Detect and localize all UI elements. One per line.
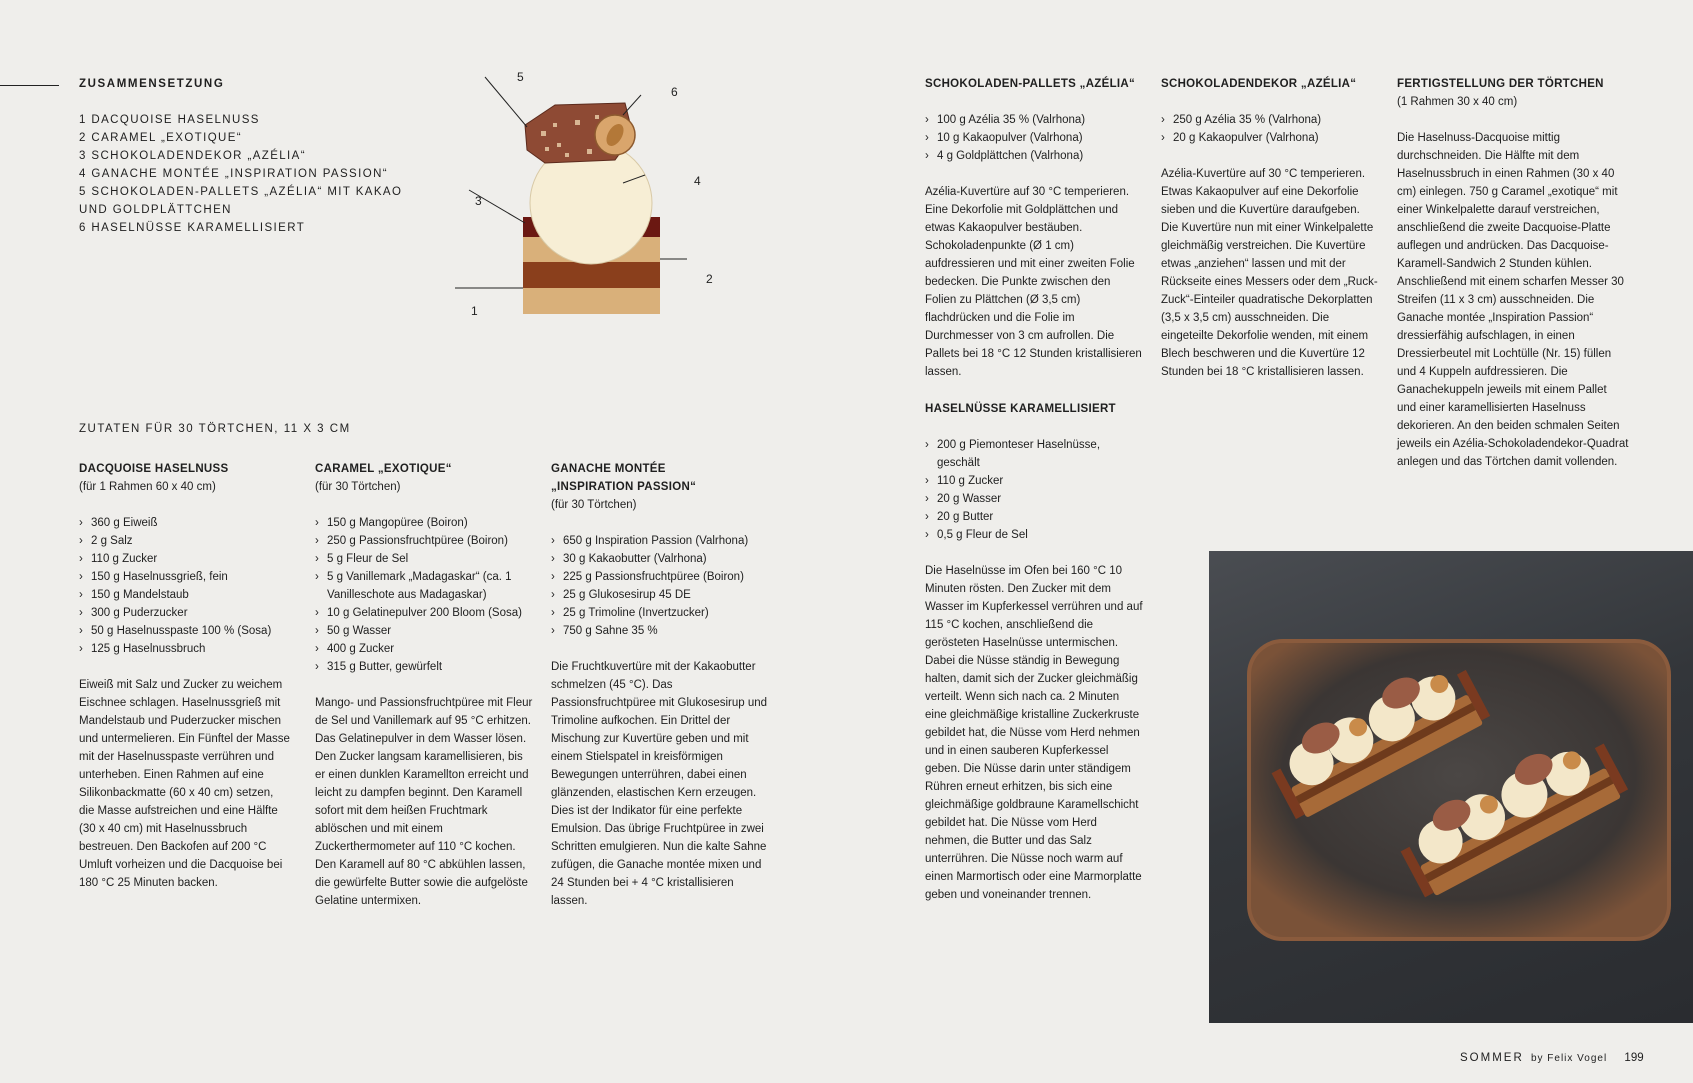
- dessert-photo: [1209, 551, 1693, 1023]
- ganache-title: GANACHE MONTÉE „INSPIRATION PASSION“: [551, 463, 697, 493]
- dacquoise-section: [79, 460, 291, 892]
- composition-block: [79, 75, 419, 237]
- caramel-title: CARAMEL „EXOTIQUE“: [315, 463, 452, 475]
- ingredient-item: › 30 g Kakaobutter (Valrhona): [551, 550, 773, 568]
- ingredient-item: › 50 g Wasser: [315, 622, 533, 640]
- ingredient-item: › 20 g Wasser: [925, 490, 1143, 508]
- dacquoise-layer-bottom: [523, 288, 660, 314]
- hazelnuts-instructions: Die Haselnüsse im Ofen bei 160 °C 10 Minuten rösten. Den Zucker mit dem Wasser im Kupferkessel verrühren und auf 115 °C kochen, anschließend die gerösteten Haselnüsse untermischen. Dabei die Nüsse ständig in Bewegung halten, damit sich der Zucker gleichmäßig verteilt. Wenn sich nach ca. 2 Minuten eine gleichmäßige kristalline Zuckerkruste gebildet hat, die Nüsse vom Herd nehmen und in einen sauberen Kupferkessel geben. Die Nüsse darin unter ständigem Rühren erneut erhitzen, bis sich eine gleichmäßige goldbraune Karamellschicht gebildet hat. Die Nüsse vom Herd nehmen, die Butter und das Salz unterrühren. Die Nüsse noch warm auf einen Marmortisch oder eine Marmorplatte geben und voneinander trennen.: [925, 565, 1143, 901]
- finish-title: FERTIGSTELLUNG DER TÖRTCHEN: [1397, 78, 1604, 90]
- diagram-label-1: 1: [471, 304, 478, 318]
- dacquoise-ingredients: [79, 514, 291, 658]
- ingredient-item: › 250 g Azélia 35 % (Valrhona): [1161, 111, 1379, 129]
- layer-diagram: [455, 65, 725, 335]
- caramel-section: [315, 460, 533, 910]
- composition-list: [79, 111, 419, 237]
- dekor-ingredients: [1161, 111, 1379, 147]
- ingredient-item: › 150 g Haselnussgrieß, fein: [79, 568, 291, 586]
- hazelnuts-ingredients: [925, 436, 1143, 544]
- ingredients-title: ZUTATEN FÜR 30 TÖRTCHEN, 11 X 3 CM: [79, 423, 351, 435]
- ingredient-item: › 150 g Mangopüree (Boiron): [315, 514, 533, 532]
- diagram-label-3: 3: [475, 194, 482, 208]
- diagram-label-6: 6: [671, 85, 678, 99]
- footer-section: SOMMER: [1460, 1052, 1524, 1064]
- ingredient-item: › 20 g Butter: [925, 508, 1143, 526]
- composition-item: 5 SCHOKOLADEN-PALLETS „AZÉLIA“ MIT KAKAO UND GOLDPLÄTTCHEN: [79, 186, 403, 216]
- ingredient-item: › 25 g Trimoline (Invertzucker): [551, 604, 773, 622]
- ingredient-item: › 5 g Fleur de Sel: [315, 550, 533, 568]
- ingredient-item: › 315 g Butter, gewürfelt: [315, 658, 533, 676]
- finish-sub: (1 Rahmen 30 x 40 cm): [1397, 96, 1518, 108]
- finish-instructions: Die Haselnuss-Dacquoise mittig durchschneiden. Die Hälfte mit dem Haselnussbruch in einen Rahmen (30 x 40 cm) einlegen. 750 g Caramel „exotique“ mit einer Winkelpalette darauf verstreichen, anschließend die zweite Dacquoise-Platte auflegen und andrücken. Das Dacquoise-Karamell-Sandwich 2 Stunden kühlen. Anschließend mit einem scharfen Messer 30 Streifen (11 x 3 cm) ausschneiden. Die Ganache montée „Inspiration Passion“ dressierfähig aufschlagen, in einen Dressierbeutel mit Lochtülle (Nr. 15) füllen und 4 Kuppeln aufdressieren. Die Ganachekuppeln jeweils mit einem Pallet und einer karamellisierten Haselnuss dekorieren. An den beiden schmalen Seiten jeweils ein Azélia-Schokoladendekor-Quadrat anlegen und das Törtchen damit vollenden.: [1397, 132, 1629, 468]
- ingredient-item: › 110 g Zucker: [925, 472, 1143, 490]
- diagram-label-5: 5: [517, 70, 524, 84]
- ingredient-item: › 300 g Puderzucker: [79, 604, 291, 622]
- section-rule: [0, 85, 59, 86]
- pallets-section: [925, 75, 1143, 381]
- pallets-title: SCHOKOLADEN-PALLETS „AZÉLIA“: [925, 78, 1136, 90]
- ingredient-item: › 10 g Kakaopulver (Valrhona): [925, 129, 1143, 147]
- caramel-ingredients: [315, 514, 533, 676]
- page-number: 199: [1624, 1052, 1644, 1064]
- diagram-label-4: 4: [694, 174, 701, 188]
- hazelnuts-section: [925, 400, 1143, 904]
- ingredient-item: › 110 g Zucker: [79, 550, 291, 568]
- pallets-ingredients: [925, 111, 1143, 165]
- dacquoise-title: DACQUOISE HASELNUSS: [79, 463, 229, 475]
- page-footer: [1460, 1049, 1644, 1068]
- ingredient-item: › 200 g Piemonteser Haselnüsse, geschält: [925, 436, 1143, 472]
- dacquoise-instructions: Eiweiß mit Salz und Zucker zu weichem Eischnee schlagen. Haselnussgrieß mit Mandelstaub und Puderzucker mischen und untermelieren. Ein Fünftel der Masse mit der Haselnusspaste verrühren und unterheben. Einen Rahmen auf eine Silikonbackmatte (60 x 40 cm) setzen, die Masse aufstreichen und eine Hälfte (30 x 40 cm) mit Haselnussbruch bestreuen. Den Backofen auf 200 °C Umluft vorheizen und die Dacquoise bei 180 °C 25 Minuten backen.: [79, 679, 290, 889]
- composition-item: 2 CARAMEL „EXOTIQUE“: [79, 132, 243, 144]
- ganache-sub: (für 30 Törtchen): [551, 499, 637, 511]
- hazelnuts-title: HASELNÜSSE KARAMELLISIERT: [925, 403, 1116, 415]
- caramel-sub: (für 30 Törtchen): [315, 481, 401, 493]
- composition-item: 1 DACQUOISE HASELNUSS: [79, 114, 260, 126]
- ingredient-item: › 5 g Vanillemark „Madagaskar“ (ca. 1 Vanilleschote aus Madagaskar): [315, 568, 533, 604]
- ingredient-item: › 20 g Kakaopulver (Valrhona): [1161, 129, 1379, 147]
- ingredient-item: › 10 g Gelatinepulver 200 Bloom (Sosa): [315, 604, 533, 622]
- composition-title: ZUSAMMENSETZUNG: [79, 78, 225, 90]
- ingredient-item: › 50 g Haselnusspaste 100 % (Sosa): [79, 622, 291, 640]
- composition-item: 4 GANACHE MONTÉE „INSPIRATION PASSION“: [79, 168, 389, 180]
- ingredient-item: › 150 g Mandelstaub: [79, 586, 291, 604]
- ingredient-item: › 400 g Zucker: [315, 640, 533, 658]
- ingredient-item: › 100 g Azélia 35 % (Valrhona): [925, 111, 1143, 129]
- caramel-layer: [523, 262, 660, 288]
- finish-section: [1397, 75, 1629, 471]
- ingredient-item: › 4 g Goldplättchen (Valrhona): [925, 147, 1143, 165]
- footer-author: by Felix Vogel: [1530, 1053, 1608, 1064]
- ganache-section: [551, 460, 773, 910]
- ingredient-item: › 650 g Inspiration Passion (Valrhona): [551, 532, 773, 550]
- caramel-instructions: Mango- und Passionsfruchtpüree mit Fleur de Sel und Vanillemark auf 95 °C erhitzen. Das Gelatinepulver in dem Wasser lösen. Den Zucker langsam karamellisieren, bis er einen dunklen Karamellton erreicht und leicht zu dampfen beginnt. Den Karamell sofort mit dem heißen Fruchtmark ablöschen und mit einem Zuckerthermometer auf 110 °C kochen. Den Karamell auf 80 °C abkühlen lassen, die gewürfelte Butter sowie die aufgelöste Gelatine untermixen.: [315, 697, 533, 907]
- pallets-instructions: Azélia-Kuvertüre auf 30 °C temperieren. Eine Dekorfolie mit Goldplättchen und etwas Kakaopulver bestäuben. Schokoladenpunkte (Ø 1 cm) aufdressieren und mit einer zweiten Folie bedecken. Die Punkte zwischen den Folien zu Plättchen (Ø 3,5 cm) flachdrücken und die Folie im Durchmesser von 3 cm aufrollen. Die Pallets bei 18 °C 12 Stunden kristallisieren lassen.: [925, 186, 1142, 378]
- dekor-title: SCHOKOLADENDEKOR „AZÉLIA“: [1161, 78, 1357, 90]
- dacquoise-sub: (für 1 Rahmen 60 x 40 cm): [79, 481, 216, 493]
- ganache-instructions: Die Fruchtkuvertüre mit der Kakaobutter schmelzen (45 °C). Das Passionsfruchtpüree mit Glukosesirup und Trimoline aufkochen. Ein Drittel der Mischung zur Kuvertüre geben und mit einem Stielspatel in kreisförmigen Bewegungen unterrühren, dabei einen glänzenden, elastischen Kern erzeugen. Dies ist der Indikator für eine perfekte Emulsion. Das übrige Fruchtpüree in zwei Schritten emulgieren. Nun die kalte Sahne zufügen, die Ganache montée mixen und 24 Stunden bei + 4 °C kristallisieren lassen.: [551, 661, 768, 907]
- ingredient-item: › 250 g Passionsfruchtpüree (Boiron): [315, 532, 533, 550]
- ingredient-item: › 0,5 g Fleur de Sel: [925, 526, 1143, 544]
- ingredient-item: › 750 g Sahne 35 %: [551, 622, 773, 640]
- dekor-instructions: Azélia-Kuvertüre auf 30 °C temperieren. Etwas Kakaopulver auf eine Dekorfolie sieben und die Kuvertüre daraufgeben. Die Kuvertüre nun mit einer Winkelpalette gleichmäßig verstreichen. Die Kuvertüre etwas „anziehen“ lassen und mit der Rückseite eines Messers oder dem „Ruck-Zuck“-Einteiler quadratische Dekorplatten (3,5 x 3,5 cm) ausschneiden. Die eingeteilte Dekorfolie wenden, mit einem Blech beschweren und die Kuvertüre 12 Stunden bei 18 °C kristallisieren lassen.: [1161, 168, 1378, 378]
- diagram-label-2: 2: [706, 272, 713, 286]
- ingredient-item: › 2 g Salz: [79, 532, 291, 550]
- ingredient-item: › 360 g Eiweiß: [79, 514, 291, 532]
- ingredient-item: › 25 g Glukosesirup 45 DE: [551, 586, 773, 604]
- composition-item: 6 HASELNÜSSE KARAMELLISIERT: [79, 222, 306, 234]
- ganache-ingredients: [551, 532, 773, 640]
- ingredient-item: › 125 g Haselnussbruch: [79, 640, 291, 658]
- composition-item: 3 SCHOKOLADENDEKOR „AZÉLIA“: [79, 150, 306, 162]
- ingredient-item: › 225 g Passionsfruchtpüree (Boiron): [551, 568, 773, 586]
- dekor-section: [1161, 75, 1379, 381]
